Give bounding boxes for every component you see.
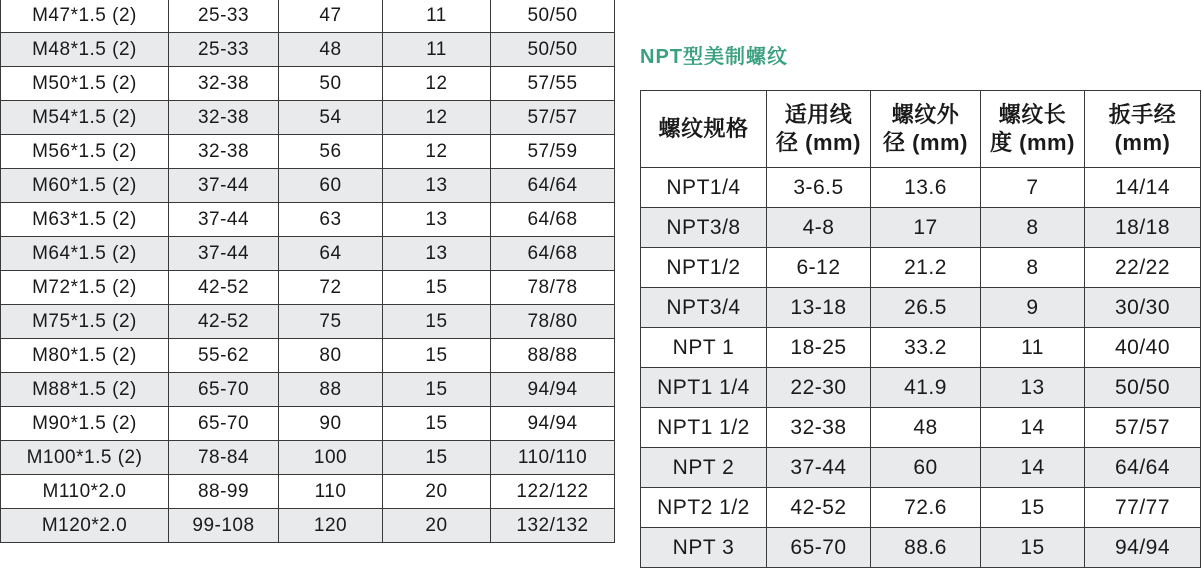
table-cell: 64/68: [491, 203, 615, 237]
table-row: [1, 101, 615, 135]
table-cell: 6-12: [767, 248, 871, 288]
table-cell: 75: [279, 305, 383, 339]
table-cell: 15: [383, 305, 491, 339]
table-row: [641, 368, 1201, 408]
table-cell: 12: [383, 67, 491, 101]
table-cell: 60: [279, 169, 383, 203]
table-cell: 72.6: [871, 488, 981, 528]
table-cell: NPT1/2: [641, 248, 767, 288]
table-row: [1, 67, 615, 101]
table-cell: 65-70: [169, 407, 279, 441]
table-cell: 8: [981, 248, 1085, 288]
npt-section-title: NPT型美制螺纹: [640, 46, 788, 68]
table-cell: M50*1.5 (2): [1, 67, 169, 101]
table-cell: 13: [383, 203, 491, 237]
table-cell: 50/50: [1085, 368, 1201, 408]
table-cell: M48*1.5 (2): [1, 33, 169, 67]
table-cell: 47: [279, 0, 383, 33]
column-header: [767, 91, 871, 168]
table-cell: 15: [383, 339, 491, 373]
npt-thread-table-container: [640, 90, 1200, 568]
table-row: [1, 169, 615, 203]
table-cell: 32-38: [169, 67, 279, 101]
table-cell: 94/94: [491, 373, 615, 407]
table-cell: M110*2.0: [1, 475, 169, 509]
table-cell: 94/94: [1085, 528, 1201, 568]
column-header-text-line2: 度 (mm): [990, 130, 1075, 155]
table-cell: 65-70: [169, 373, 279, 407]
table-cell: M63*1.5 (2): [1, 203, 169, 237]
table-cell: 37-44: [169, 169, 279, 203]
table-row: [641, 288, 1201, 328]
column-header-text-line1: 扳手经: [1108, 101, 1177, 127]
table-cell: 99-108: [169, 509, 279, 543]
table-cell: 88/88: [491, 339, 615, 373]
table-cell: 25-33: [169, 0, 279, 33]
table-cell: 12: [383, 101, 491, 135]
table-row: [1, 509, 615, 543]
metric-thread-table-container: [0, 0, 614, 543]
table-cell: 13: [383, 169, 491, 203]
npt-thread-table: [640, 90, 1201, 568]
table-cell: 14/14: [1085, 168, 1201, 208]
table-cell: M72*1.5 (2): [1, 271, 169, 305]
column-header-text-line2: 径 (mm): [883, 130, 968, 155]
table-cell: 110: [279, 475, 383, 509]
table-cell: 25-33: [169, 33, 279, 67]
table-cell: 8: [981, 208, 1085, 248]
table-cell: 80: [279, 339, 383, 373]
table-cell: M54*1.5 (2): [1, 101, 169, 135]
table-cell: 42-52: [767, 488, 871, 528]
table-cell: M75*1.5 (2): [1, 305, 169, 339]
table-cell: 56: [279, 135, 383, 169]
table-cell: 42-52: [169, 271, 279, 305]
table-cell: 18/18: [1085, 208, 1201, 248]
table-cell: NPT 2: [641, 448, 767, 488]
table-cell: 40/40: [1085, 328, 1201, 368]
table-cell: 78-84: [169, 441, 279, 475]
table-cell: M60*1.5 (2): [1, 169, 169, 203]
column-header-text-line2: (mm): [1114, 130, 1171, 155]
column-header: [981, 91, 1085, 168]
table-row: [1, 441, 615, 475]
table-cell: 57/55: [491, 67, 615, 101]
table-cell: NPT1/4: [641, 168, 767, 208]
table-cell: 132/132: [491, 509, 615, 543]
table-header-row: [641, 91, 1201, 168]
table-cell: 17: [871, 208, 981, 248]
column-header: [871, 91, 981, 168]
table-cell: NPT1 1/4: [641, 368, 767, 408]
table-cell: 22/22: [1085, 248, 1201, 288]
table-row: [641, 248, 1201, 288]
table-cell: 50/50: [491, 33, 615, 67]
table-cell: 15: [383, 441, 491, 475]
column-header-text: 螺纹规格: [658, 115, 749, 141]
table-cell: 88-99: [169, 475, 279, 509]
table-cell: 3-6.5: [767, 168, 871, 208]
table-row: [1, 407, 615, 441]
table-cell: 64: [279, 237, 383, 271]
table-cell: 63: [279, 203, 383, 237]
npt-section: [640, 0, 1200, 568]
table-cell: 37-44: [169, 237, 279, 271]
table-cell: 55-62: [169, 339, 279, 373]
table-cell: 33.2: [871, 328, 981, 368]
table-cell: 48: [279, 33, 383, 67]
table-cell: 100: [279, 441, 383, 475]
table-cell: 88: [279, 373, 383, 407]
table-cell: M120*2.0: [1, 509, 169, 543]
table-row: [1, 0, 615, 33]
table-cell: M88*1.5 (2): [1, 373, 169, 407]
table-cell: 57/57: [491, 101, 615, 135]
table-cell: M100*1.5 (2): [1, 441, 169, 475]
table-cell: 48: [871, 408, 981, 448]
table-cell: 22-30: [767, 368, 871, 408]
table-row: [1, 305, 615, 339]
table-cell: 15: [383, 271, 491, 305]
table-cell: 13-18: [767, 288, 871, 328]
table-cell: 13: [383, 237, 491, 271]
table-cell: 54: [279, 101, 383, 135]
table-cell: 50: [279, 67, 383, 101]
column-header: [641, 91, 767, 168]
table-cell: 7: [981, 168, 1085, 208]
table-row: [1, 203, 615, 237]
table-row: [641, 208, 1201, 248]
table-cell: 50/50: [491, 0, 615, 33]
table-cell: 57/57: [1085, 408, 1201, 448]
table-cell: 72: [279, 271, 383, 305]
table-cell: NPT2 1/2: [641, 488, 767, 528]
column-header-text-line1: 螺纹外: [891, 101, 960, 127]
table-cell: 14: [981, 448, 1085, 488]
table-row: [641, 328, 1201, 368]
column-header: [1085, 91, 1201, 168]
table-cell: 30/30: [1085, 288, 1201, 328]
table-row: [1, 135, 615, 169]
table-cell: 78/80: [491, 305, 615, 339]
table-cell: 77/77: [1085, 488, 1201, 528]
table-cell: 78/78: [491, 271, 615, 305]
table-row: [1, 33, 615, 67]
metric-thread-table: [0, 0, 615, 543]
column-header-text-line1: 适用线: [784, 101, 853, 127]
table-cell: 9: [981, 288, 1085, 328]
table-cell: M90*1.5 (2): [1, 407, 169, 441]
table-cell: 11: [981, 328, 1085, 368]
table-row: [1, 373, 615, 407]
table-cell: 32-38: [169, 101, 279, 135]
table-cell: 64/64: [1085, 448, 1201, 488]
table-row: [1, 237, 615, 271]
table-cell: M64*1.5 (2): [1, 237, 169, 271]
table-cell: 12: [383, 135, 491, 169]
table-cell: 122/122: [491, 475, 615, 509]
table-cell: 32-38: [169, 135, 279, 169]
table-row: [641, 488, 1201, 528]
table-cell: 94/94: [491, 407, 615, 441]
table-cell: NPT 1: [641, 328, 767, 368]
table-cell: 41.9: [871, 368, 981, 408]
table-cell: 15: [981, 488, 1085, 528]
table-row: [1, 475, 615, 509]
table-cell: 15: [383, 373, 491, 407]
table-cell: 13.6: [871, 168, 981, 208]
table-cell: M47*1.5 (2): [1, 0, 169, 33]
table-row: [1, 271, 615, 305]
table-cell: 90: [279, 407, 383, 441]
table-cell: NPT 3: [641, 528, 767, 568]
table-cell: 120: [279, 509, 383, 543]
table-cell: 15: [981, 528, 1085, 568]
column-header-text-line2: 径 (mm): [776, 130, 861, 155]
table-cell: 11: [383, 33, 491, 67]
column-header-text-line1: 螺纹长: [998, 101, 1067, 127]
table-cell: 57/59: [491, 135, 615, 169]
table-row: [1, 339, 615, 373]
table-cell: NPT1 1/2: [641, 408, 767, 448]
table-cell: M80*1.5 (2): [1, 339, 169, 373]
table-cell: 15: [383, 407, 491, 441]
table-cell: M56*1.5 (2): [1, 135, 169, 169]
table-cell: 20: [383, 475, 491, 509]
table-cell: 60: [871, 448, 981, 488]
table-cell: 32-38: [767, 408, 871, 448]
table-cell: 14: [981, 408, 1085, 448]
table-cell: 37-44: [169, 203, 279, 237]
table-row: [641, 528, 1201, 568]
table-cell: 11: [383, 0, 491, 33]
table-cell: 20: [383, 509, 491, 543]
table-cell: 26.5: [871, 288, 981, 328]
table-cell: 4-8: [767, 208, 871, 248]
table-row: [641, 448, 1201, 488]
table-cell: 64/68: [491, 237, 615, 271]
table-cell: NPT3/4: [641, 288, 767, 328]
table-cell: 88.6: [871, 528, 981, 568]
table-cell: 65-70: [767, 528, 871, 568]
table-cell: NPT3/8: [641, 208, 767, 248]
table-cell: 21.2: [871, 248, 981, 288]
table-cell: 13: [981, 368, 1085, 408]
table-row: [641, 408, 1201, 448]
table-row: [641, 168, 1201, 208]
table-cell: 37-44: [767, 448, 871, 488]
table-cell: 64/64: [491, 169, 615, 203]
table-cell: 18-25: [767, 328, 871, 368]
table-cell: 42-52: [169, 305, 279, 339]
table-cell: 110/110: [491, 441, 615, 475]
